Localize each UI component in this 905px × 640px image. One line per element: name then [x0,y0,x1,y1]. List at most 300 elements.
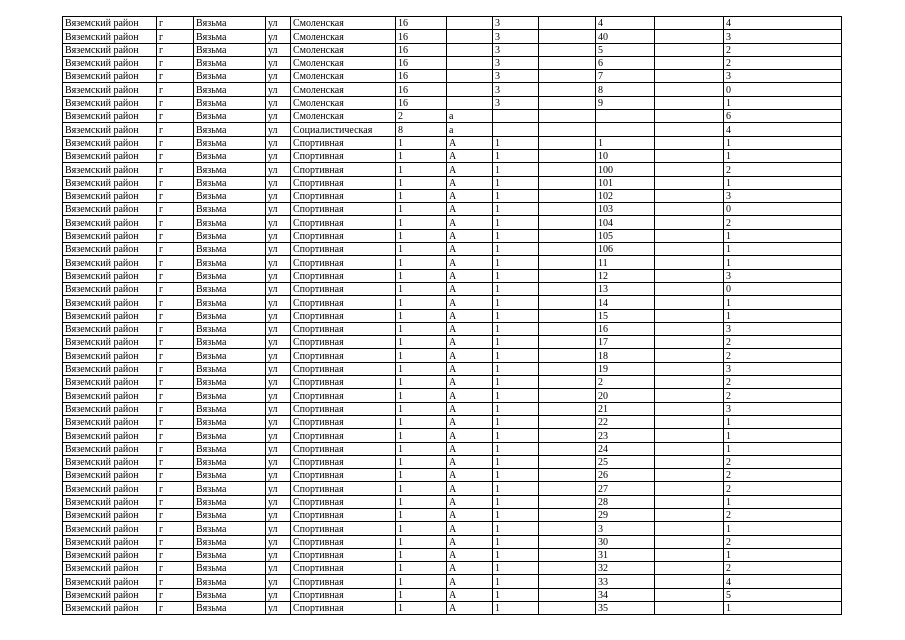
cell-street: Спортивная [291,203,396,216]
cell-apartment: 4 [596,17,655,30]
cell-count: 3 [724,402,842,415]
cell-letter: А [447,269,493,282]
table-row [63,296,842,309]
cell-building: 1 [493,349,539,362]
cell-apartment: 30 [596,535,655,548]
cell-room [655,229,724,242]
cell-house: 1 [396,349,447,362]
cell-settlement-type: г [157,189,194,202]
cell-building: 3 [493,17,539,30]
cell-count: 2 [724,376,842,389]
cell-building: 1 [493,508,539,521]
cell-district: Вяземский район [63,548,157,561]
cell-letter: А [447,442,493,455]
cell-street: Спортивная [291,296,396,309]
cell-settlement-type: г [157,229,194,242]
cell-settlement-type: г [157,96,194,109]
cell-building [493,123,539,136]
cell-street: Спортивная [291,535,396,548]
cell-district: Вяземский район [63,429,157,442]
cell-house: 1 [396,216,447,229]
cell-house: 1 [396,455,447,468]
cell-apartment: 29 [596,508,655,521]
table-row [63,535,842,548]
cell-letter: А [447,482,493,495]
cell-street-type: ул [266,136,291,149]
cell-house: 1 [396,296,447,309]
cell-structure [539,216,596,229]
cell-settlement: Вязьма [194,243,266,256]
cell-count: 3 [724,70,842,83]
cell-house: 1 [396,562,447,575]
cell-structure [539,389,596,402]
cell-letter [447,17,493,30]
cell-street-type: ул [266,322,291,335]
cell-settlement: Вязьма [194,43,266,56]
cell-settlement-type: г [157,336,194,349]
cell-settlement-type: г [157,136,194,149]
cell-apartment: 20 [596,389,655,402]
cell-settlement-type: г [157,17,194,30]
cell-room [655,296,724,309]
cell-letter: А [447,535,493,548]
cell-letter: А [447,495,493,508]
cell-structure [539,56,596,69]
cell-settlement-type: г [157,349,194,362]
cell-room [655,442,724,455]
cell-district: Вяземский район [63,30,157,43]
cell-house: 8 [396,123,447,136]
cell-district: Вяземский район [63,469,157,482]
cell-room [655,309,724,322]
table-row [63,362,842,375]
cell-building: 1 [493,402,539,415]
cell-structure [539,575,596,588]
cell-room [655,429,724,442]
cell-apartment: 5 [596,43,655,56]
cell-district: Вяземский район [63,56,157,69]
cell-letter: А [447,256,493,269]
cell-street-type: ул [266,163,291,176]
cell-count: 2 [724,469,842,482]
cell-settlement-type: г [157,163,194,176]
cell-street-type: ул [266,56,291,69]
cell-count: 4 [724,575,842,588]
cell-structure [539,296,596,309]
cell-count: 1 [724,415,842,428]
cell-structure [539,203,596,216]
cell-count: 4 [724,17,842,30]
cell-structure [539,269,596,282]
cell-street-type: ул [266,216,291,229]
cell-district: Вяземский район [63,243,157,256]
cell-district: Вяземский район [63,163,157,176]
cell-building: 1 [493,243,539,256]
cell-district: Вяземский район [63,296,157,309]
cell-building: 1 [493,189,539,202]
cell-district: Вяземский район [63,189,157,202]
address-table [62,16,842,615]
cell-street-type: ул [266,602,291,615]
cell-settlement-type: г [157,309,194,322]
cell-building: 1 [493,535,539,548]
cell-building: 3 [493,43,539,56]
table-row [63,256,842,269]
cell-settlement: Вязьма [194,189,266,202]
cell-settlement-type: г [157,429,194,442]
cell-settlement-type: г [157,243,194,256]
cell-house: 1 [396,588,447,601]
cell-street: Спортивная [291,269,396,282]
table-row [63,602,842,615]
cell-house: 1 [396,508,447,521]
cell-street: Смоленская [291,43,396,56]
table-row [63,30,842,43]
table-row [63,575,842,588]
cell-settlement: Вязьма [194,163,266,176]
cell-building: 1 [493,229,539,242]
cell-count: 3 [724,322,842,335]
cell-district: Вяземский район [63,229,157,242]
table-row [63,588,842,601]
cell-street-type: ул [266,83,291,96]
cell-apartment: 32 [596,562,655,575]
cell-apartment: 7 [596,70,655,83]
cell-apartment: 21 [596,402,655,415]
cell-street-type: ул [266,389,291,402]
table-row [63,562,842,575]
cell-district: Вяземский район [63,389,157,402]
cell-street-type: ул [266,349,291,362]
cell-count: 2 [724,163,842,176]
cell-street: Спортивная [291,256,396,269]
cell-apartment: 17 [596,336,655,349]
cell-building: 3 [493,70,539,83]
cell-house: 1 [396,269,447,282]
cell-apartment: 40 [596,30,655,43]
cell-count: 3 [724,269,842,282]
cell-room [655,282,724,295]
cell-apartment: 2 [596,376,655,389]
cell-room [655,562,724,575]
cell-house: 1 [396,442,447,455]
cell-building: 1 [493,362,539,375]
cell-letter: А [447,176,493,189]
cell-street: Спортивная [291,322,396,335]
cell-count: 1 [724,243,842,256]
cell-room [655,176,724,189]
cell-settlement-type: г [157,415,194,428]
cell-settlement-type: г [157,455,194,468]
cell-letter: А [447,562,493,575]
cell-house: 1 [396,535,447,548]
table-row [63,123,842,136]
cell-count: 0 [724,203,842,216]
cell-building: 1 [493,415,539,428]
cell-count: 4 [724,123,842,136]
table-row [63,176,842,189]
cell-apartment: 33 [596,575,655,588]
cell-apartment: 10 [596,149,655,162]
cell-apartment: 25 [596,455,655,468]
cell-street: Спортивная [291,562,396,575]
cell-apartment: 28 [596,495,655,508]
cell-settlement: Вязьма [194,256,266,269]
cell-structure [539,322,596,335]
cell-structure [539,309,596,322]
cell-settlement: Вязьма [194,17,266,30]
cell-settlement-type: г [157,535,194,548]
cell-letter [447,43,493,56]
cell-settlement-type: г [157,322,194,335]
cell-building: 1 [493,588,539,601]
cell-letter [447,56,493,69]
cell-building: 1 [493,203,539,216]
cell-room [655,495,724,508]
cell-house: 1 [396,522,447,535]
cell-house: 2 [396,110,447,123]
cell-apartment: 31 [596,548,655,561]
cell-street-type: ул [266,203,291,216]
cell-street-type: ул [266,548,291,561]
cell-street: Спортивная [291,309,396,322]
cell-structure [539,282,596,295]
cell-settlement: Вязьма [194,216,266,229]
cell-building: 1 [493,389,539,402]
cell-street: Спортивная [291,508,396,521]
cell-settlement-type: г [157,149,194,162]
cell-room [655,322,724,335]
cell-structure [539,136,596,149]
cell-street: Социалистическая [291,123,396,136]
cell-building: 1 [493,149,539,162]
cell-letter: А [447,349,493,362]
cell-apartment: 34 [596,588,655,601]
cell-street: Спортивная [291,548,396,561]
cell-settlement-type: г [157,256,194,269]
cell-street-type: ул [266,70,291,83]
cell-settlement-type: г [157,522,194,535]
cell-settlement: Вязьма [194,269,266,282]
cell-house: 1 [396,362,447,375]
cell-structure [539,588,596,601]
cell-count: 1 [724,256,842,269]
cell-settlement-type: г [157,70,194,83]
cell-structure [539,163,596,176]
cell-settlement-type: г [157,269,194,282]
cell-count: 2 [724,482,842,495]
cell-room [655,216,724,229]
cell-count: 3 [724,362,842,375]
table-row [63,149,842,162]
cell-room [655,349,724,362]
cell-house: 16 [396,17,447,30]
cell-settlement: Вязьма [194,362,266,375]
cell-settlement: Вязьма [194,123,266,136]
cell-letter: А [447,309,493,322]
cell-letter: А [447,296,493,309]
cell-apartment: 102 [596,189,655,202]
cell-street-type: ул [266,243,291,256]
table-row [63,70,842,83]
cell-street: Спортивная [291,136,396,149]
cell-structure [539,442,596,455]
cell-building: 1 [493,256,539,269]
cell-room [655,149,724,162]
cell-settlement-type: г [157,602,194,615]
table-row [63,309,842,322]
cell-district: Вяземский район [63,149,157,162]
cell-street-type: ул [266,508,291,521]
cell-street-type: ул [266,149,291,162]
cell-house: 1 [396,309,447,322]
cell-settlement-type: г [157,376,194,389]
cell-settlement-type: г [157,176,194,189]
cell-settlement: Вязьма [194,56,266,69]
cell-count: 1 [724,136,842,149]
cell-settlement: Вязьма [194,96,266,109]
cell-street: Спортивная [291,189,396,202]
cell-structure [539,243,596,256]
cell-street: Спортивная [291,429,396,442]
cell-settlement: Вязьма [194,336,266,349]
cell-street: Спортивная [291,216,396,229]
cell-count: 1 [724,296,842,309]
cell-settlement-type: г [157,296,194,309]
cell-count: 2 [724,349,842,362]
cell-street: Спортивная [291,469,396,482]
cell-street: Смоленская [291,70,396,83]
cell-room [655,522,724,535]
cell-room [655,508,724,521]
cell-house: 1 [396,189,447,202]
cell-district: Вяземский район [63,336,157,349]
cell-room [655,389,724,402]
cell-apartment: 14 [596,296,655,309]
cell-district: Вяземский район [63,43,157,56]
cell-apartment: 6 [596,56,655,69]
table-row [63,229,842,242]
cell-street-type: ул [266,282,291,295]
cell-building: 1 [493,269,539,282]
cell-letter: А [447,376,493,389]
cell-room [655,602,724,615]
cell-settlement: Вязьма [194,415,266,428]
cell-street-type: ул [266,229,291,242]
cell-count: 1 [724,229,842,242]
cell-house: 1 [396,602,447,615]
cell-district: Вяземский район [63,482,157,495]
cell-street-type: ул [266,376,291,389]
cell-settlement-type: г [157,43,194,56]
table-row [63,243,842,256]
cell-room [655,163,724,176]
cell-letter: А [447,469,493,482]
cell-structure [539,455,596,468]
table-row [63,482,842,495]
cell-room [655,336,724,349]
cell-room [655,362,724,375]
cell-district: Вяземский район [63,309,157,322]
cell-count: 0 [724,83,842,96]
cell-settlement-type: г [157,83,194,96]
cell-count: 1 [724,548,842,561]
cell-settlement: Вязьма [194,522,266,535]
cell-apartment: 104 [596,216,655,229]
cell-structure [539,189,596,202]
cell-room [655,189,724,202]
cell-building: 1 [493,163,539,176]
cell-structure [539,256,596,269]
cell-settlement-type: г [157,402,194,415]
table-row [63,389,842,402]
cell-house: 16 [396,43,447,56]
cell-street: Спортивная [291,575,396,588]
cell-settlement-type: г [157,282,194,295]
cell-building: 1 [493,309,539,322]
cell-room [655,70,724,83]
cell-count: 2 [724,43,842,56]
cell-settlement: Вязьма [194,402,266,415]
cell-district: Вяземский район [63,588,157,601]
cell-apartment: 9 [596,96,655,109]
cell-house: 1 [396,176,447,189]
cell-street-type: ул [266,336,291,349]
cell-letter: А [447,163,493,176]
table-row [63,56,842,69]
cell-street-type: ул [266,110,291,123]
cell-settlement-type: г [157,389,194,402]
cell-street-type: ул [266,362,291,375]
table-row [63,17,842,30]
cell-street-type: ул [266,269,291,282]
cell-district: Вяземский район [63,96,157,109]
cell-building: 1 [493,296,539,309]
cell-letter: А [447,216,493,229]
cell-settlement: Вязьма [194,562,266,575]
cell-settlement-type: г [157,575,194,588]
cell-street-type: ул [266,535,291,548]
cell-letter: А [447,455,493,468]
table-row [63,322,842,335]
table-row [63,442,842,455]
cell-street: Спортивная [291,389,396,402]
cell-room [655,588,724,601]
cell-structure [539,149,596,162]
cell-street-type: ул [266,30,291,43]
cell-letter: А [447,336,493,349]
table-row [63,469,842,482]
table-row [63,43,842,56]
cell-settlement: Вязьма [194,495,266,508]
cell-count: 2 [724,336,842,349]
cell-count: 2 [724,455,842,468]
cell-street: Спортивная [291,282,396,295]
cell-structure [539,17,596,30]
cell-settlement: Вязьма [194,455,266,468]
cell-settlement-type: г [157,123,194,136]
table-row [63,349,842,362]
cell-house: 1 [396,282,447,295]
cell-building: 3 [493,96,539,109]
cell-street-type: ул [266,96,291,109]
cell-letter [447,83,493,96]
cell-apartment: 18 [596,349,655,362]
cell-building: 1 [493,548,539,561]
cell-district: Вяземский район [63,376,157,389]
cell-settlement: Вязьма [194,442,266,455]
table-row [63,336,842,349]
